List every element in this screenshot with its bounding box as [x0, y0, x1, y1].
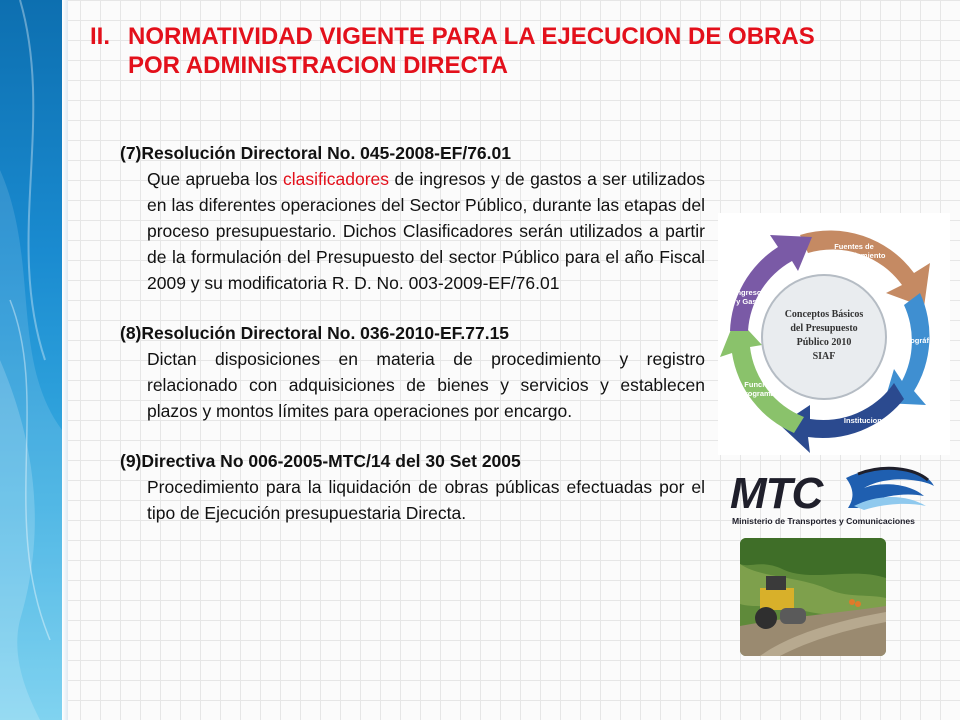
slide-body — [120, 140, 705, 550]
item-9-heading: (9)Directiva No 006-2005-MTC/14 del 30 Set 2005 — [120, 451, 521, 471]
center-line-4: SIAF — [812, 351, 836, 362]
label-fuentes-1: Fuentes de — [834, 242, 874, 251]
label-ingresos-2: y Gastos — [736, 297, 768, 306]
item-7-heading: (7)Resolución Directoral No. 045-2008-EF/76.01 — [120, 143, 511, 163]
mtc-logo — [728, 466, 936, 532]
title-line-2: POR ADMINISTRACION DIRECTA — [128, 52, 508, 79]
slide-title — [90, 22, 940, 80]
title-line-1: NORMATIVIDAD VIGENTE PARA LA EJECUCION DE OBRAS — [128, 23, 815, 50]
item-9-text: Procedimiento para la liquidación de obras públicas efectuadas por el tipo de Ejecución presupuestaria Directa. — [147, 477, 705, 523]
center-line-1: Conceptos Básicos — [784, 309, 864, 320]
item-7-text — [120, 166, 705, 296]
label-geografico: Geográfico — [900, 336, 940, 345]
item-8-text: Dictan disposiciones en materia de procedimiento y registro relacionado con adquisiciones de bienes y servicios y establecen plazos y montos límites para operaciones por encargo. — [147, 349, 705, 421]
title-number: II. — [90, 23, 111, 50]
center-line-2: del Presupuesto — [790, 323, 858, 334]
mtc-logo-text: MTC — [730, 469, 823, 518]
label-fuentes-2: Financiamiento — [830, 251, 886, 260]
item-7-text-before: Que aprueba los — [147, 169, 284, 189]
bar-wave-decoration — [0, 0, 62, 720]
road-construction-photo — [740, 538, 886, 656]
mtc-swoosh-icon — [846, 468, 934, 510]
item-8-heading: (8)Resolución Directoral No. 036-2010-EF.77.15 — [120, 323, 510, 343]
budget-concepts-diagram — [718, 213, 950, 455]
label-ingresos-1: Ingresos — [734, 288, 766, 297]
mtc-logo-subtitle: Ministerio de Transportes y Comunicaciones — [732, 516, 915, 526]
item-7-text-after: de ingresos y de gastos a ser utilizados en las diferentes operaciones del Sector Público, durante las etapas del proceso presupuestario. Dichos Clasificadores serán utilizados a partir de la formulación del Presupuesto del sector Público para el año Fiscal 2009 y su modificatoria R. D. No. 003-2009-EF/76.01 — [147, 169, 705, 293]
label-institucional: Institucional — [843, 416, 889, 425]
label-funcional-1: Funcional — [744, 380, 780, 389]
label-funcional-2: Programático — [739, 389, 789, 398]
left-bar-edge — [62, 0, 68, 720]
item-7-highlight: clasificadores — [283, 169, 390, 189]
center-line-3: Público 2010 — [796, 337, 852, 348]
left-decorative-bar — [0, 0, 62, 720]
